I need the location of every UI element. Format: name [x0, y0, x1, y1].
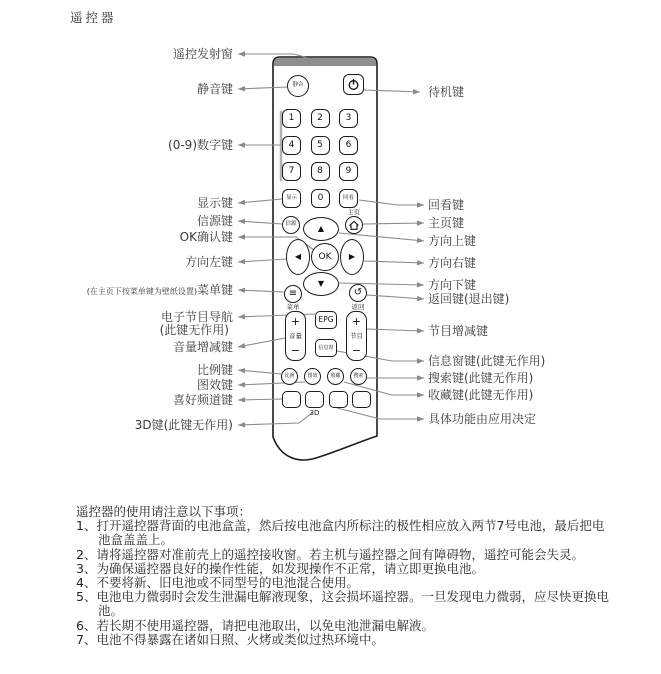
mute-button-label: 静音 — [292, 82, 304, 89]
label-digit-keys: (0-9)数字键 — [168, 138, 233, 152]
label-mute-key: 静音键 — [196, 82, 233, 96]
lookback-button-label: 回看 — [342, 194, 354, 201]
label-left-key: 方向左键 — [184, 255, 233, 269]
ratio-button-label: 比例 — [284, 373, 295, 379]
mute-button — [287, 75, 309, 97]
digit-button — [311, 162, 330, 181]
program-plus-label: + — [351, 315, 362, 328]
label-source-key: 信源键 — [196, 214, 233, 228]
source-button-label: 信源 — [285, 221, 297, 228]
label-lookback-key: 回看键 — [428, 198, 465, 212]
volume-rocker-label: 音量 — [289, 331, 302, 340]
label-back-key: 返回键(退出键) — [428, 292, 510, 306]
epg-button — [315, 311, 337, 329]
usage-notes — [76, 505, 616, 647]
label-transmit-window: 遥控发射窗 — [172, 47, 233, 61]
label-menu-key — [87, 283, 233, 299]
label-home-key: 主页键 — [428, 216, 465, 230]
digit-label: 1 — [288, 113, 295, 123]
arrow-right-icon: ▶ — [348, 252, 356, 261]
info-window-button — [315, 339, 337, 357]
search-button-label: 搜索 — [353, 373, 364, 379]
label-effect-key: 图效键 — [196, 378, 233, 392]
home-button — [345, 216, 363, 234]
label-standby-key: 待机键 — [428, 85, 465, 99]
ok-button-label: OK — [318, 251, 332, 262]
program-rocker — [346, 311, 367, 361]
threed-tag: 3D — [309, 409, 320, 417]
label-menu-key-note: (在主页下按菜单键为壁纸设置) — [86, 287, 197, 296]
usage-note-item: 7、电池不得暴露在诸如日照、火烤或类似过热环境中。 — [76, 631, 384, 647]
epg-button-label: EPG — [318, 315, 334, 325]
digit-label: 8 — [317, 166, 323, 176]
program-minus-label: − — [351, 344, 362, 357]
menu-button-tag: 菜单 — [286, 303, 300, 311]
label-ratio-key: 比例键 — [196, 363, 233, 377]
home-button-tag: 主页 — [347, 208, 360, 216]
blank-function-button — [329, 391, 348, 408]
display-button — [282, 189, 301, 208]
label-info-window-key: 信息窗键(此键无作用) — [428, 354, 546, 368]
volume-minus-label: − — [290, 344, 301, 357]
home-icon — [348, 220, 360, 231]
lookback-button — [339, 189, 358, 208]
ok-button — [311, 243, 339, 271]
menu-button — [284, 285, 302, 303]
digit-label: 9 — [345, 166, 352, 176]
info-window-button-label: 信息窗 — [318, 344, 334, 351]
ir-window-bar — [274, 58, 376, 66]
dpad-up-button — [303, 217, 339, 241]
source-button — [282, 216, 300, 234]
usage-note-item: 5、电池电力微弱时会发生泄漏电解液现象，这会损坏遥控器。一旦发现电力微弱，应尽快更换电池。 — [76, 589, 609, 619]
label-right-key: 方向右键 — [428, 256, 477, 270]
label-favorite-key: 收藏键(此键无作用) — [428, 388, 534, 402]
digit-button — [311, 109, 330, 128]
favorite-button-label: 收藏 — [330, 373, 341, 379]
arrow-up-icon: ▲ — [317, 224, 325, 233]
label-program-keys: 节目增减键 — [428, 324, 489, 338]
label-epg-key: 电子节目导航 — [160, 310, 233, 324]
dpad-down-button — [303, 272, 339, 296]
arrow-left-icon: ◀ — [294, 252, 302, 261]
digit-button — [339, 162, 358, 181]
digit-button — [282, 136, 301, 155]
digit-keypad — [282, 109, 358, 181]
return-button — [349, 284, 367, 302]
menu-icon: ≡ — [288, 288, 298, 299]
favorite-button — [327, 368, 344, 385]
ratio-button — [281, 368, 298, 385]
usage-note-item: 4、不要将新、旧电池或不同型号的电池混合使用。 — [76, 575, 359, 591]
digit-label: 5 — [317, 139, 323, 150]
label-app-decides: 具体功能由应用决定 — [428, 412, 537, 426]
zero-button — [311, 189, 330, 208]
power-button — [343, 74, 364, 95]
label-display-key: 显示键 — [196, 196, 233, 210]
dpad-right-button — [340, 239, 364, 275]
digit-label: 7 — [288, 166, 295, 176]
return-button-tag: 返回 — [351, 303, 365, 311]
digit-button — [339, 109, 358, 128]
usage-note-item: 3、为确保遥控器良好的操作性能，如发现操作不正常，请立即更换电池。 — [76, 560, 484, 576]
label-volume-keys: 音量增减键 — [172, 340, 233, 354]
label-up-key: 方向上键 — [428, 234, 477, 248]
label-search-key: 搜索键(此键无作用) — [428, 371, 534, 385]
label-epg-key-sub: (此键无作用) — [159, 323, 229, 337]
label-down-key: 方向下键 — [428, 278, 477, 292]
display-button-label: 显示 — [285, 194, 297, 201]
digit-label: 3 — [345, 113, 352, 123]
digit-button — [339, 136, 358, 155]
label-favorite-channel-key: 喜好频道键 — [172, 393, 233, 407]
label-threed-key: 3D键(此键无作用) — [134, 418, 233, 432]
picture-effect-button-label: 图效 — [307, 373, 318, 379]
return-icon: ↺ — [353, 287, 363, 298]
digit-button — [282, 162, 301, 181]
dpad-left-button — [286, 239, 310, 275]
digit-label: 6 — [345, 139, 352, 150]
usage-note-item: 1、打开遥控器背面的电池盒盖，然后按电池盒内所标注的极性相应放入两节7号电池，最后把电池盒盖盖上。 — [76, 518, 605, 548]
digit-button — [311, 136, 330, 155]
blank-function-button — [282, 391, 301, 408]
usage-notes-heading: 遥控器的使用请注意以下事项： — [76, 504, 252, 519]
zero-button-label: 0 — [317, 193, 324, 203]
digit-label: 4 — [288, 139, 295, 150]
volume-plus-label: + — [290, 315, 301, 328]
power-icon — [347, 78, 360, 91]
digit-button — [282, 109, 301, 128]
usage-note-item: 6、若长期不使用遥控器，请把电池取出，以免电池泄漏电解液。 — [76, 617, 434, 633]
page-title: 遥控器 — [70, 10, 117, 25]
digit-label: 2 — [317, 113, 323, 123]
usage-note-item: 2、请将遥控器对准前壳上的遥控接收窗。若主机与遥控器之间有障碍物，遥控可能会失灵。 — [76, 546, 584, 562]
program-rocker-label: 节目 — [350, 331, 363, 340]
volume-rocker — [285, 311, 306, 361]
label-ok-key: OK确认键 — [179, 230, 233, 244]
picture-effect-button — [304, 368, 321, 385]
arrow-down-icon: ▼ — [317, 279, 325, 288]
blank-function-button — [352, 391, 371, 408]
search-button — [350, 368, 367, 385]
label-menu-key-text: 菜单键 — [196, 283, 233, 297]
blank-function-button-3d — [305, 391, 324, 408]
